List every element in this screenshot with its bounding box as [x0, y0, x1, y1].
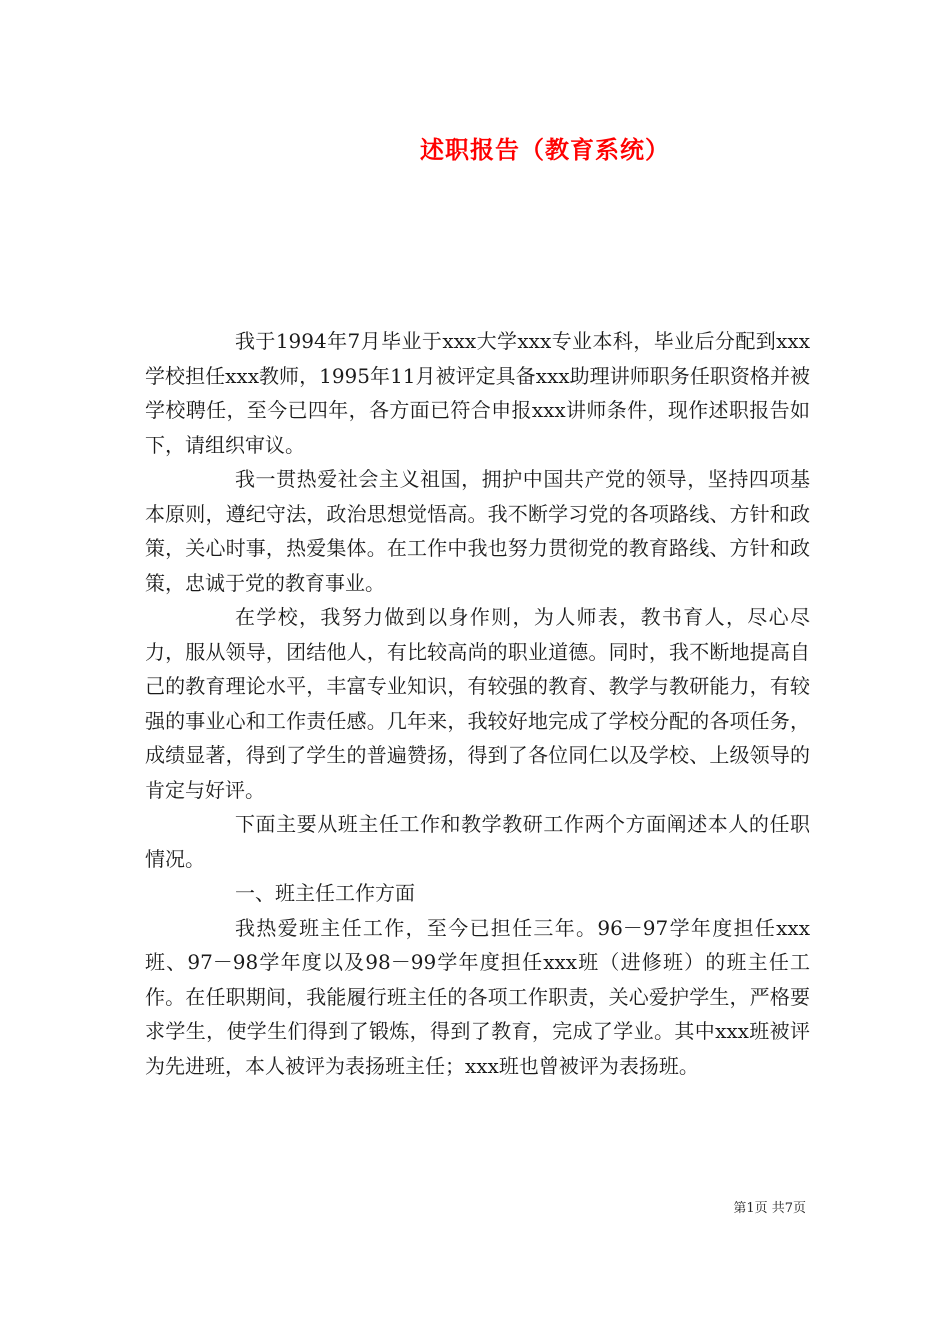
paragraph-head-teacher: 我热爱班主任工作，至今已担任三年。96－97学年度担任xxx班、97－98学年度以及98－99学年度担任xxx班（进修班）的班主任工作。在任职期间，我能履行班主任的各项工作职责，关心爱护学生，严格要求学生，使学生们得到了锻炼，得到了教育，完成了学业。其中xxx班被评为先进班，本人被评为表扬班主任；xxx班也曾被评为表扬班。 [145, 915, 810, 1078]
paragraph-political: 我一贯热爱社会主义祖国，拥护中国共产党的领导，坚持四项基本原则，遵纪守法，政治思想觉悟高。我不断学习党的各项路线、方针和政策，关心时事，热爱集体。在工作中我也努力贯彻党的教育路线、方针和政策，忠诚于党的教育事业。 [145, 467, 810, 595]
paragraph-school-conduct: 在学校，我努力做到以身作则，为人师表，教书育人，尽心尽力，服从领导，团结他人，有比较高尚的职业道德。同时，我不断地提高自己的教育理论水平，丰富专业知识，有较强的教育、教学与教研能力，有较强的事业心和工作责任感。几年来，我较好地完成了学校分配的各项任务，成绩显著，得到了学生的普遍赞扬，得到了各位同仁以及学校、上级领导的肯定与好评。 [145, 605, 810, 802]
document-body [145, 324, 810, 1083]
paragraph-intro: 我于1994年7月毕业于xxx大学xxx专业本科，毕业后分配到xxx学校担任xxx教师，1995年11月被评定具备xxx助理讲师职务任职资格并被学校聘任，至今已四年，各方面已符合申报xxx讲师条件，现作述职报告如下，请组织审议。 [145, 329, 810, 457]
page-number: 第1页 共7页 [733, 1201, 806, 1216]
document-title: 述职报告（教育系统） [420, 135, 670, 164]
section-heading-head-teacher: 一、班主任工作方面 [235, 881, 415, 905]
paragraph-overview: 下面主要从班主任工作和教学教研工作两个方面阐述本人的任职情况。 [145, 812, 810, 871]
